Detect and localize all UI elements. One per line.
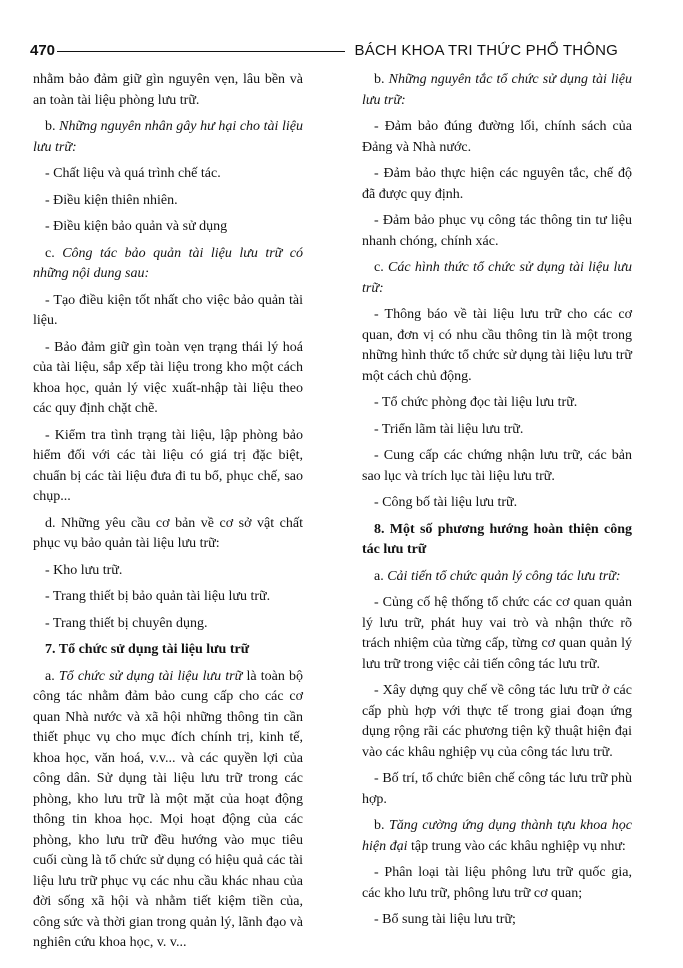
page-header xyxy=(30,38,618,62)
paragraph-text: - Xây dựng quy chế về công tác lưu trữ ở các cấp phù hợp với thực tế trong giai đoạn ứng dụng rộng rãi các phương tiện kỹ thuật hiện đại vào các khâu nghiệp vụ của công tác lưu trữ. xyxy=(362,683,632,760)
paragraph-text: - Kho lưu trữ. xyxy=(45,562,123,578)
paragraph-text: - Bổ sung tài liệu lưu trữ; xyxy=(374,912,516,927)
paragraph xyxy=(362,681,632,763)
paragraph xyxy=(362,164,632,205)
italic-subheading: Tổ chức sử dụng tài liệu lưu trữ xyxy=(58,668,243,684)
paragraph-text: 7. Tổ chức sử dụng tài liệu lưu trữ xyxy=(45,642,250,657)
paragraph-text: - Phân loại tài liệu phông lưu trữ quốc gia, các kho lưu trữ, phông lưu trữ cơ quan; xyxy=(362,865,632,901)
paragraph-text: - Thông báo về tài liệu lưu trữ cho các cơ quan, đơn vị có nhu cầu thông tin là một trong những hình thức tổ chức sử dụng tài liệu lưu trữ một cách chủ động. xyxy=(362,307,632,384)
italic-subheading: Các hình thức tổ chức sử dụng tài liệu lưu trữ: xyxy=(362,260,633,296)
item-marker: b. xyxy=(374,72,389,87)
page-number: 470 xyxy=(30,41,56,59)
item-marker: c. xyxy=(45,245,63,261)
paragraph xyxy=(362,117,632,158)
item-marker: c. xyxy=(374,260,388,275)
paragraph-text: - Củng cố hệ thống tổ chức các cơ quan quản lý lưu trữ, phát huy vai trò và nhận thức rõ trách nhiệm của từng cấp, từng cơ quan quản lý lưu trữ trong việc cải tiến công tác lưu trữ. xyxy=(362,595,632,672)
italic-subheading: Cải tiến tổ chức quản lý công tác lưu trữ: xyxy=(387,568,621,584)
paragraph-text: tập trung vào các khâu nghiệp vụ như: xyxy=(407,838,626,854)
header-rule xyxy=(57,51,345,52)
paragraph-text: - Điều kiện bảo quản và sử dụng xyxy=(45,219,228,234)
paragraph xyxy=(362,493,632,514)
paragraph xyxy=(362,593,632,675)
book-title: BÁCH KHOA TRI THỨC PHỔ THÔNG xyxy=(354,41,618,59)
paragraph xyxy=(362,305,632,387)
section-heading xyxy=(33,640,303,661)
paragraph xyxy=(362,393,632,414)
paragraph-text: 8. Một số phương hướng hoàn thiện công tác lưu trữ xyxy=(362,521,632,557)
italic-subheading: Những nguyên tắc tổ chức sử dụng tài liệu lưu trữ: xyxy=(362,72,632,108)
item-marker: a. xyxy=(45,668,59,684)
paragraph-text: - Đảm bảo thực hiện các nguyên tắc, chế độ đã được quy định. xyxy=(362,166,632,202)
paragraph xyxy=(362,446,632,487)
paragraph xyxy=(33,667,303,954)
paragraph xyxy=(362,863,632,904)
paragraph-text: - Chất liệu và quá trình chế tác. xyxy=(45,166,221,181)
section-heading xyxy=(362,520,632,561)
left-column xyxy=(33,70,303,960)
paragraph-text: - Bố trí, tổ chức biên chế công tác lưu trữ phù hợp. xyxy=(362,771,632,807)
paragraph xyxy=(362,567,632,588)
paragraph-text: - Trang thiết bị chuyên dụng. xyxy=(45,615,208,631)
paragraph xyxy=(362,70,632,111)
paragraph-text: - Triển lãm tài liệu lưu trữ. xyxy=(374,421,524,437)
paragraph-text: - Đảm bảo đúng đường lối, chính sách của Đảng và Nhà nước. xyxy=(362,119,632,155)
italic-subheading: Tăng cường ứng dụng thành tựu khoa học hiện đại xyxy=(362,818,633,854)
paragraph xyxy=(33,191,303,212)
paragraph-text: - Trang thiết bị bảo quản tài liệu lưu trữ. xyxy=(45,589,271,604)
paragraph xyxy=(362,816,632,857)
paragraph xyxy=(33,70,303,111)
paragraph xyxy=(33,514,303,555)
paragraph xyxy=(362,769,632,810)
paragraph-text: - Cung cấp các chứng nhận lưu trữ, các bản sao lục và trích lục tài liệu lưu trữ. xyxy=(362,448,632,484)
italic-subheading: Công tác bảo quản tài liệu lưu trữ có những nội dung sau: xyxy=(33,245,303,281)
paragraph xyxy=(33,338,303,420)
item-marker: b. xyxy=(45,119,60,134)
paragraph xyxy=(33,587,303,608)
italic-subheading: Những nguyên nhân gây hư hại cho tài liệu lưu trữ: xyxy=(33,119,304,155)
item-marker: a. xyxy=(374,568,388,584)
paragraph xyxy=(33,291,303,332)
paragraph-text: d. Những yêu cầu cơ bản về cơ sở vật chất phục vụ bảo quản tài liệu lưu trữ: xyxy=(33,515,303,551)
right-column xyxy=(362,70,632,937)
paragraph xyxy=(33,244,303,285)
paragraph xyxy=(33,117,303,158)
paragraph xyxy=(33,217,303,238)
paragraph-text: - Tạo điều kiện tốt nhất cho việc bảo quản tài liệu. xyxy=(33,292,303,328)
paragraph-text: - Công bố tài liệu lưu trữ. xyxy=(374,495,518,510)
paragraph-text: - Đảm bảo phục vụ công tác thông tin tư liệu nhanh chóng, chính xác. xyxy=(362,213,632,249)
paragraph xyxy=(33,561,303,582)
paragraph xyxy=(362,910,632,931)
paragraph xyxy=(33,164,303,185)
paragraph-text: - Kiểm tra tình trạng tài liệu, lập phòng bảo hiểm đối với các tài liệu có giá trị đặc biệt, chuẩn bị các tài liệu đưa đi tu bổ, phục chế, sao chụp... xyxy=(33,427,303,504)
paragraph xyxy=(33,426,303,508)
paragraph xyxy=(362,211,632,252)
paragraph-text: là toàn bộ công tác nhằm đảm bảo cung cấp cho các cơ quan Nhà nước và xã hội những thông tin cần thiết phục vụ cho mục đích chính trị, kinh tế, khoa học, văn hoá, v.v... và các quyền lợi của công dân. Sử dụng tài liệu lưu trữ trong các phòng, kho lưu trữ là một mặt của hoạt động thông tin khoa học. Mọi hoạt động của các phòng, kho lưu trữ đều hướng vào mục tiêu cuối cùng là tổ chức sử dụng có hiệu quả các tài liệu lưu trữ phục vụ các nhu cầu khác nhau của đời sống xã hội và nhằm tiết kiệm tiền của, công sức và thời gian trong quản lý, lãnh đạo và nghiên cứu khoa học, v. v... xyxy=(33,668,303,950)
paragraph-text: - Điều kiện thiên nhiên. xyxy=(45,192,178,208)
paragraph xyxy=(362,420,632,441)
paragraph-text: nhằm bảo đảm giữ gìn nguyên vẹn, lâu bền và an toàn tài liệu phòng lưu trữ. xyxy=(33,72,303,108)
paragraph xyxy=(33,614,303,635)
item-marker: b. xyxy=(374,818,389,833)
paragraph xyxy=(362,258,632,299)
paragraph-text: - Tổ chức phòng đọc tài liệu lưu trữ. xyxy=(374,395,578,410)
paragraph-text: - Bảo đảm giữ gìn toàn vẹn trạng thái lý hoá của tài liệu, sắp xếp tài liệu trong kho một cách khoa học, quản lý việc xuất-nhập tài liệu theo các quy định chặt chẽ. xyxy=(33,339,303,416)
